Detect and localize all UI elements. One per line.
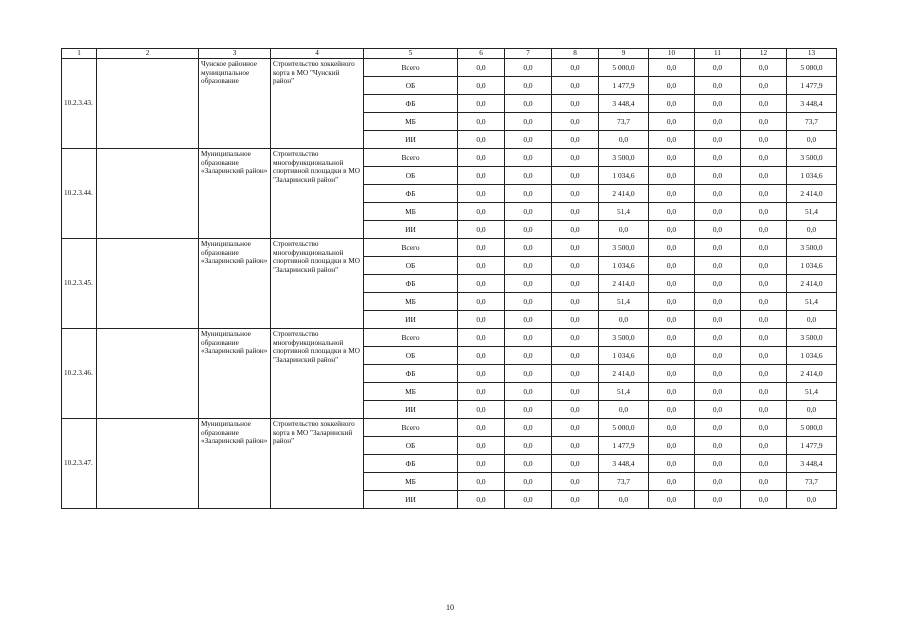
value-cell: 0,0 [649,95,695,113]
value-cell: 0,0 [505,77,552,95]
value-cell: 73,7 [787,473,837,491]
value-cell: 0,0 [649,59,695,77]
value-cell: 1 477,9 [787,77,837,95]
value-cell: 0,0 [695,59,741,77]
value-cell: 0,0 [649,293,695,311]
value-cell: 3 500,0 [599,149,649,167]
value-cell: 0,0 [552,167,599,185]
column-number-cell: 9 [599,49,649,59]
value-cell: 0,0 [458,329,505,347]
value-cell: 51,4 [787,203,837,221]
value-cell: 73,7 [599,473,649,491]
funding-source-cell: ФБ [364,365,458,383]
column-number-cell: 7 [505,49,552,59]
value-cell: 0,0 [741,491,787,509]
value-cell: 0,0 [458,455,505,473]
value-cell: 0,0 [505,185,552,203]
value-cell: 0,0 [458,203,505,221]
value-cell: 0,0 [458,239,505,257]
municipality-cell: Муниципальное образование «Заларинский район» [199,239,271,329]
item-code: 10.2.3.45. [62,239,97,329]
value-cell: 0,0 [552,185,599,203]
value-cell: 0,0 [741,257,787,275]
value-cell: 0,0 [695,293,741,311]
empty-cell [97,329,199,419]
value-cell: 0,0 [741,77,787,95]
value-cell: 3 448,4 [599,455,649,473]
value-cell: 0,0 [741,293,787,311]
value-cell: 0,0 [458,419,505,437]
funding-source-cell: Всего [364,59,458,77]
value-cell: 0,0 [552,257,599,275]
value-cell: 0,0 [552,77,599,95]
value-cell: 0,0 [458,95,505,113]
value-cell: 0,0 [741,59,787,77]
value-cell: 0,0 [458,167,505,185]
value-cell: 0,0 [505,131,552,149]
value-cell: 0,0 [505,419,552,437]
funding-source-cell: МБ [364,473,458,491]
value-cell: 0,0 [458,365,505,383]
value-cell: 0,0 [649,239,695,257]
value-cell: 0,0 [695,149,741,167]
value-cell: 0,0 [741,455,787,473]
value-cell: 0,0 [787,401,837,419]
item-code: 10.2.3.46. [62,329,97,419]
value-cell: 0,0 [505,167,552,185]
table-row [62,149,837,167]
value-cell: 0,0 [599,401,649,419]
value-cell: 0,0 [695,329,741,347]
empty-cell [97,149,199,239]
value-cell: 0,0 [552,59,599,77]
value-cell: 0,0 [458,131,505,149]
funding-source-cell: ФБ [364,275,458,293]
municipality-cell: Чунское районное муниципальное образование [199,59,271,149]
value-cell: 0,0 [649,311,695,329]
value-cell: 0,0 [741,149,787,167]
funding-source-cell: ИИ [364,491,458,509]
value-cell: 2 414,0 [787,275,837,293]
value-cell: 0,0 [695,131,741,149]
value-cell: 0,0 [741,185,787,203]
value-cell: 3 500,0 [599,329,649,347]
value-cell: 0,0 [552,347,599,365]
value-cell: 73,7 [599,113,649,131]
funding-source-cell: ОБ [364,257,458,275]
value-cell: 5 000,0 [599,59,649,77]
value-cell: 0,0 [505,365,552,383]
value-cell: 0,0 [741,113,787,131]
value-cell: 0,0 [552,203,599,221]
value-cell: 2 414,0 [599,275,649,293]
funding-source-cell: ИИ [364,221,458,239]
value-cell: 0,0 [695,491,741,509]
value-cell: 0,0 [787,221,837,239]
value-cell: 0,0 [505,203,552,221]
value-cell: 0,0 [552,401,599,419]
value-cell: 2 414,0 [787,365,837,383]
column-number-cell: 1 [62,49,97,59]
value-cell: 51,4 [599,203,649,221]
value-cell: 0,0 [505,221,552,239]
value-cell: 0,0 [505,329,552,347]
value-cell: 0,0 [458,491,505,509]
value-cell: 3 500,0 [599,239,649,257]
value-cell: 0,0 [552,275,599,293]
value-cell: 1 034,6 [599,167,649,185]
value-cell: 0,0 [505,347,552,365]
column-number-cell: 8 [552,49,599,59]
value-cell: 2 414,0 [787,185,837,203]
value-cell: 0,0 [787,491,837,509]
value-cell: 0,0 [458,473,505,491]
value-cell: 0,0 [787,311,837,329]
value-cell: 51,4 [787,383,837,401]
value-cell: 0,0 [505,275,552,293]
value-cell: 0,0 [552,239,599,257]
value-cell: 0,0 [695,221,741,239]
value-cell: 0,0 [458,401,505,419]
value-cell: 0,0 [649,437,695,455]
value-cell: 0,0 [505,473,552,491]
value-cell: 1 034,6 [599,257,649,275]
value-cell: 0,0 [649,473,695,491]
funding-source-cell: МБ [364,293,458,311]
value-cell: 0,0 [649,221,695,239]
value-cell: 1 477,9 [599,437,649,455]
value-cell: 0,0 [458,311,505,329]
budget-table [61,48,837,509]
value-cell: 0,0 [552,491,599,509]
value-cell: 0,0 [458,275,505,293]
value-cell: 0,0 [505,383,552,401]
value-cell: 51,4 [787,293,837,311]
funding-source-cell: МБ [364,203,458,221]
empty-cell [97,419,199,509]
value-cell: 0,0 [649,203,695,221]
column-number-cell: 4 [271,49,364,59]
value-cell: 3 500,0 [787,239,837,257]
value-cell: 1 477,9 [599,77,649,95]
value-cell: 0,0 [505,455,552,473]
value-cell: 0,0 [599,491,649,509]
value-cell: 0,0 [649,491,695,509]
value-cell: 0,0 [695,275,741,293]
column-number-cell: 3 [199,49,271,59]
value-cell: 0,0 [505,311,552,329]
value-cell: 0,0 [552,473,599,491]
value-cell: 0,0 [552,383,599,401]
funding-source-cell: МБ [364,113,458,131]
value-cell: 0,0 [649,185,695,203]
value-cell: 0,0 [741,203,787,221]
value-cell: 5 000,0 [787,419,837,437]
item-code: 10.2.3.43. [62,59,97,149]
value-cell: 0,0 [695,77,741,95]
funding-source-cell: ОБ [364,77,458,95]
value-cell: 0,0 [458,347,505,365]
value-cell: 0,0 [552,95,599,113]
column-number-row [62,49,837,59]
value-cell: 0,0 [695,473,741,491]
value-cell: 2 414,0 [599,185,649,203]
value-cell: 0,0 [458,257,505,275]
value-cell: 1 034,6 [787,257,837,275]
column-number-cell: 10 [649,49,695,59]
value-cell: 1 034,6 [787,347,837,365]
value-cell: 0,0 [599,311,649,329]
funding-source-cell: Всего [364,149,458,167]
value-cell: 5 000,0 [787,59,837,77]
value-cell: 0,0 [649,365,695,383]
value-cell: 0,0 [649,167,695,185]
value-cell: 0,0 [741,329,787,347]
value-cell: 0,0 [741,347,787,365]
value-cell: 1 034,6 [599,347,649,365]
value-cell: 0,0 [505,293,552,311]
value-cell: 0,0 [458,59,505,77]
value-cell: 0,0 [741,311,787,329]
funding-source-cell: ИИ [364,131,458,149]
column-number-cell: 6 [458,49,505,59]
value-cell: 0,0 [552,149,599,167]
value-cell: 3 448,4 [787,95,837,113]
table-row [62,239,837,257]
value-cell: 0,0 [505,59,552,77]
value-cell: 0,0 [552,311,599,329]
value-cell: 0,0 [741,419,787,437]
value-cell: 0,0 [741,365,787,383]
value-cell: 3 500,0 [787,329,837,347]
value-cell: 0,0 [741,473,787,491]
value-cell: 0,0 [741,221,787,239]
value-cell: 0,0 [741,95,787,113]
project-cell: Строительство многофункциональной спортивной площадки в МО "Заларинский район" [271,329,364,419]
value-cell: 0,0 [552,113,599,131]
project-cell: Строительство хоккейного корта в МО "Заларинский район" [271,419,364,509]
value-cell: 0,0 [458,293,505,311]
value-cell: 0,0 [505,491,552,509]
value-cell: 0,0 [649,383,695,401]
project-cell: Строительство хоккейного корта в МО "Чунский район" [271,59,364,149]
value-cell: 0,0 [741,383,787,401]
value-cell: 3 500,0 [787,149,837,167]
value-cell: 0,0 [458,383,505,401]
value-cell: 0,0 [599,131,649,149]
funding-source-cell: ИИ [364,401,458,419]
value-cell: 3 448,4 [787,455,837,473]
value-cell: 0,0 [649,329,695,347]
value-cell: 0,0 [695,383,741,401]
value-cell: 0,0 [649,401,695,419]
value-cell: 0,0 [695,437,741,455]
page-number: 10 [446,603,454,612]
funding-source-cell: ФБ [364,95,458,113]
value-cell: 0,0 [741,131,787,149]
value-cell: 0,0 [695,203,741,221]
table-row [62,419,837,437]
value-cell: 0,0 [695,365,741,383]
value-cell: 0,0 [505,401,552,419]
value-cell: 0,0 [649,347,695,365]
value-cell: 1 477,9 [787,437,837,455]
value-cell: 0,0 [552,437,599,455]
column-number-cell: 12 [741,49,787,59]
value-cell: 0,0 [695,419,741,437]
value-cell: 0,0 [695,401,741,419]
value-cell: 0,0 [649,113,695,131]
value-cell: 0,0 [458,437,505,455]
table-row [62,59,837,77]
value-cell: 0,0 [599,221,649,239]
funding-source-cell: ФБ [364,455,458,473]
column-number-cell: 2 [97,49,199,59]
value-cell: 0,0 [787,131,837,149]
value-cell: 0,0 [552,419,599,437]
funding-source-cell: ФБ [364,185,458,203]
value-cell: 0,0 [458,149,505,167]
value-cell: 0,0 [505,95,552,113]
value-cell: 0,0 [649,257,695,275]
value-cell: 1 034,6 [787,167,837,185]
item-code: 10.2.3.44. [62,149,97,239]
municipality-cell: Муниципальное образование «Заларинский район» [199,149,271,239]
value-cell: 0,0 [649,275,695,293]
value-cell: 0,0 [695,257,741,275]
value-cell: 0,0 [458,113,505,131]
value-cell: 0,0 [505,437,552,455]
item-code: 10.2.3.47. [62,419,97,509]
value-cell: 0,0 [505,257,552,275]
value-cell: 0,0 [649,77,695,95]
funding-source-cell: Всего [364,239,458,257]
value-cell: 5 000,0 [599,419,649,437]
value-cell: 0,0 [695,347,741,365]
value-cell: 51,4 [599,293,649,311]
project-cell: Строительство многофункциональной спортивной площадки в МО "Заларинский район" [271,149,364,239]
funding-source-cell: ОБ [364,347,458,365]
value-cell: 0,0 [552,293,599,311]
value-cell: 51,4 [599,383,649,401]
value-cell: 0,0 [458,185,505,203]
value-cell: 0,0 [458,221,505,239]
empty-cell [97,59,199,149]
value-cell: 0,0 [458,77,505,95]
value-cell: 73,7 [787,113,837,131]
value-cell: 0,0 [695,239,741,257]
empty-cell [97,239,199,329]
funding-source-cell: ИИ [364,311,458,329]
value-cell: 0,0 [552,455,599,473]
value-cell: 0,0 [552,221,599,239]
value-cell: 0,0 [552,365,599,383]
column-number-cell: 5 [364,49,458,59]
value-cell: 0,0 [649,131,695,149]
value-cell: 0,0 [505,239,552,257]
column-number-cell: 13 [787,49,837,59]
value-cell: 2 414,0 [599,365,649,383]
table-row [62,329,837,347]
value-cell: 0,0 [552,131,599,149]
value-cell: 0,0 [695,167,741,185]
municipality-cell: Муниципальное образование «Заларинский район» [199,329,271,419]
value-cell: 0,0 [552,329,599,347]
column-number-cell: 11 [695,49,741,59]
value-cell: 0,0 [695,311,741,329]
value-cell: 0,0 [695,455,741,473]
value-cell: 0,0 [649,455,695,473]
funding-source-cell: Всего [364,419,458,437]
value-cell: 0,0 [505,113,552,131]
project-cell: Строительство многофункциональной спортивной площадки в МО "Заларинский район" [271,239,364,329]
value-cell: 0,0 [741,275,787,293]
municipality-cell: Муниципальное образование «Заларинский район» [199,419,271,509]
funding-source-cell: МБ [364,383,458,401]
value-cell: 0,0 [741,167,787,185]
value-cell: 0,0 [695,95,741,113]
value-cell: 0,0 [741,401,787,419]
value-cell: 0,0 [649,149,695,167]
value-cell: 0,0 [505,149,552,167]
funding-source-cell: Всего [364,329,458,347]
value-cell: 0,0 [741,437,787,455]
value-cell: 0,0 [649,419,695,437]
value-cell: 0,0 [741,239,787,257]
funding-source-cell: ОБ [364,437,458,455]
value-cell: 0,0 [695,113,741,131]
funding-source-cell: ОБ [364,167,458,185]
document-sheet [61,48,837,509]
value-cell: 0,0 [695,185,741,203]
value-cell: 3 448,4 [599,95,649,113]
